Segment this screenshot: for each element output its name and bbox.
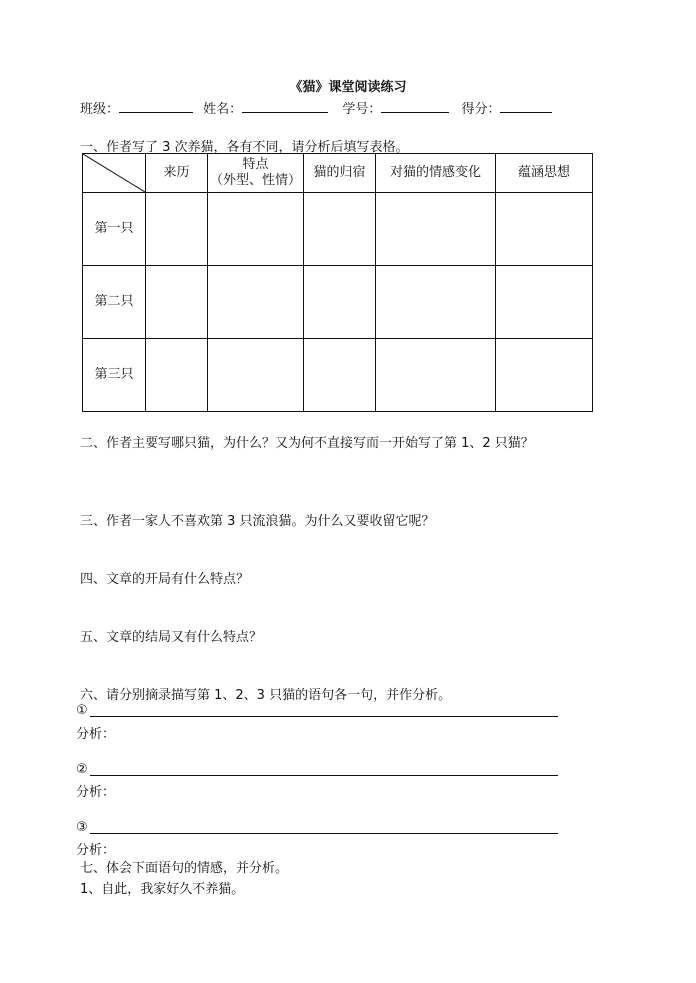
row-label: 第一只 <box>83 193 146 266</box>
row-label: 第三只 <box>83 339 146 412</box>
table-cell[interactable] <box>376 193 496 266</box>
student-id-label: 学号： <box>342 102 382 117</box>
header-implied-thought: 蕴涵思想 <box>496 154 593 193</box>
header-origin: 来历 <box>146 154 208 193</box>
table-cell[interactable] <box>146 266 208 339</box>
analysis-label-2: 分析： <box>76 785 116 800</box>
question-1: 一、作者写了 3 次养猫，各有不同，请分析后填写表格。 <box>80 140 409 155</box>
table-cell[interactable] <box>304 193 376 266</box>
table-cell[interactable] <box>304 266 376 339</box>
table-cell[interactable] <box>208 266 304 339</box>
table-cell[interactable] <box>208 193 304 266</box>
row-label: 第二只 <box>83 266 146 339</box>
header-emotion-change: 对猫的情感变化 <box>376 154 496 193</box>
header-fate: 猫的归宿 <box>304 154 376 193</box>
question-5: 五、文章的结局又有什么特点？ <box>80 630 263 645</box>
table-cell[interactable] <box>496 339 593 412</box>
header-features-sub: （外型、性情） <box>209 173 301 188</box>
header-features-main: 特点 <box>242 157 269 172</box>
table-cell[interactable] <box>146 193 208 266</box>
score-label: 得分： <box>461 102 501 117</box>
table-row <box>83 193 593 266</box>
student-info-row <box>80 98 552 117</box>
question-4: 四、文章的开局有什么特点？ <box>80 572 250 587</box>
cat-analysis-table <box>82 153 593 412</box>
question-7: 七、体会下面语句的情感，并分析。 <box>80 861 289 876</box>
diagonal-corner-cell <box>83 154 146 193</box>
analysis-label-3: 分析： <box>76 843 116 858</box>
quote-marker-1: ① <box>76 703 88 718</box>
question-6: 六、请分别摘录描写第 1、2、3 只猫的语句各一句，并作分析。 <box>80 688 452 703</box>
table-header-row <box>83 154 593 193</box>
table-row <box>83 266 593 339</box>
table-cell[interactable] <box>304 339 376 412</box>
quote-marker-2: ② <box>76 762 88 777</box>
table-cell[interactable] <box>146 339 208 412</box>
quote-answer-line-1[interactable] <box>90 702 558 717</box>
table-cell[interactable] <box>496 266 593 339</box>
table-cell[interactable] <box>376 339 496 412</box>
table-row <box>83 339 593 412</box>
table-cell[interactable] <box>496 193 593 266</box>
student-id-field[interactable] <box>381 100 449 113</box>
class-label: 班级： <box>80 102 120 117</box>
table-cell[interactable] <box>208 339 304 412</box>
question-2: 二、作者主要写哪只猫，为什么？又为何不直接写而一开始写了第 1、2 只猫？ <box>80 436 534 451</box>
class-field[interactable] <box>119 100 193 113</box>
header-features <box>208 154 304 193</box>
analysis-label-1: 分析： <box>76 727 116 742</box>
diagonal-line <box>83 154 145 192</box>
quote-answer-line-2[interactable] <box>90 761 558 776</box>
quote-marker-3: ③ <box>76 820 88 835</box>
table-cell[interactable] <box>376 266 496 339</box>
name-label: 姓名： <box>203 102 243 117</box>
name-field[interactable] <box>242 100 328 113</box>
worksheet-title: 《猫》课堂阅读练习 <box>289 80 407 95</box>
question-7-item-1: 1、自此，我家好久不养猫。 <box>80 882 245 897</box>
quote-answer-line-3[interactable] <box>90 819 558 834</box>
score-field[interactable] <box>500 100 552 113</box>
question-3: 三、作者一家人不喜欢第 3 只流浪猫。为什么又要收留它呢？ <box>80 514 435 529</box>
